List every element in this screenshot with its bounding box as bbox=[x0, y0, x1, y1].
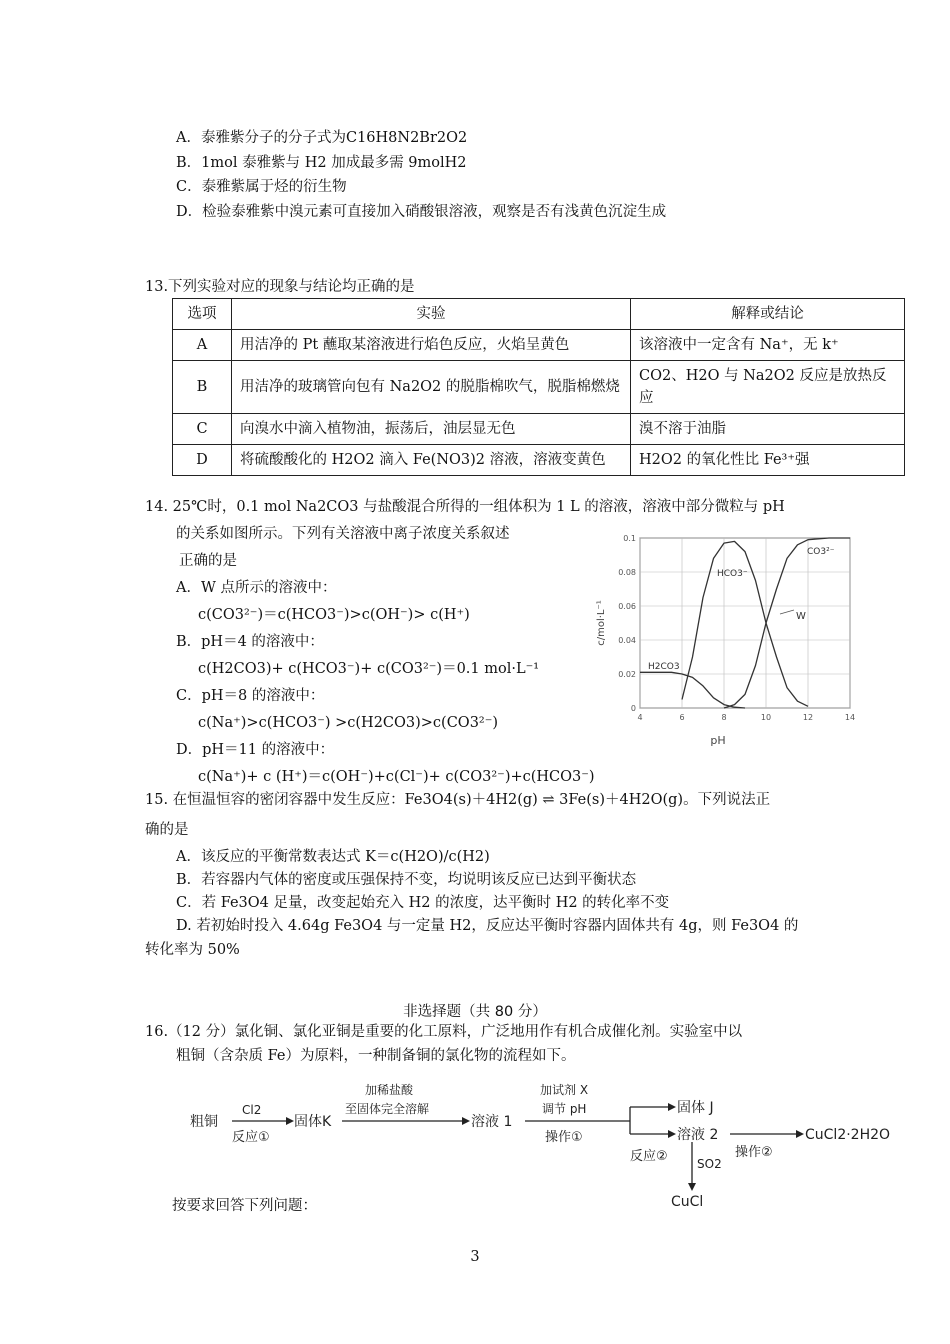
header-option: 选项 bbox=[173, 299, 232, 330]
q14-option-a-expr: c(CO3²⁻)＝c(HCO3⁻)>c(OH⁻)> c(H⁺) bbox=[198, 607, 470, 623]
q15-option-c: C．若 Fe3O4 足量，改变起始充入 H2 的浓度，达平衡时 H2 的转化率不变 bbox=[176, 895, 670, 911]
table-row bbox=[173, 445, 905, 476]
flow-reaction2: 反应② bbox=[630, 1149, 668, 1164]
row-conclusion: 该溶液中一定含有 Na⁺，无 k⁺ bbox=[631, 330, 905, 361]
flow-acid-line2: 至固体完全溶解 bbox=[345, 1102, 430, 1116]
row-experiment: 用洁净的玻璃管向包有 Na2O2 的脱脂棉吹气，脱脂棉燃烧 bbox=[232, 361, 631, 414]
y-tick-label: 0.06 bbox=[618, 602, 636, 611]
header-conclusion: 解释或结论 bbox=[631, 299, 905, 330]
flow-arrowhead bbox=[668, 1130, 676, 1138]
flow-operation2: 操作② bbox=[735, 1145, 773, 1160]
series-label-h2co3: H2CO3 bbox=[648, 662, 680, 672]
q13-table bbox=[172, 298, 905, 476]
header-experiment: 实验 bbox=[232, 299, 631, 330]
q14-option-d-expr: c(Na⁺)+ c (H⁺)＝c(OH⁻)+c(Cl⁻)+ c(CO3²⁻)+c(HCO3⁻) bbox=[198, 769, 595, 785]
q15-option-b: B．若容器内气体的密度或压强保持不变，均说明该反应已达到平衡状态 bbox=[176, 872, 637, 888]
q14-option-b: B．pH＝4 的溶液中： bbox=[176, 634, 324, 650]
annotation-w: W bbox=[796, 611, 806, 622]
flow-arrowhead bbox=[462, 1117, 470, 1125]
flow-acid-line1: 加稀盐酸 bbox=[365, 1083, 414, 1097]
x-tick-label: 12 bbox=[802, 713, 814, 722]
row-experiment: 将硫酸酸化的 H2O2 滴入 Fe(NO3)2 溶液，溶液变黄色 bbox=[232, 445, 631, 476]
y-tick-label: 0.02 bbox=[618, 670, 636, 679]
row-experiment: 用洁净的 Pt 蘸取某溶液进行焰色反应，火焰呈黄色 bbox=[232, 330, 631, 361]
x-tick-label: 8 bbox=[721, 713, 727, 722]
flow-cucl: CuCl bbox=[671, 1194, 704, 1210]
y-tick-label: 0 bbox=[630, 704, 636, 713]
row-option: C bbox=[173, 414, 232, 445]
row-conclusion: 溴不溶于油脂 bbox=[631, 414, 905, 445]
flow-arrowhead bbox=[796, 1130, 804, 1138]
q12-option-b: B．1mol 泰雅紫与 H2 加成最多需 9molH2 bbox=[176, 155, 467, 171]
flow-crude-copper: 粗铜 bbox=[190, 1114, 218, 1130]
flow-arrowhead bbox=[688, 1183, 696, 1191]
plot-frame bbox=[640, 538, 850, 708]
q15-option-d-line1: D. 若初始时投入 4.64g Fe3O4 与一定量 H2，反应达平衡时容器内固体共有 4g，则 Fe3O4 的 bbox=[176, 918, 799, 934]
series-line-co3 bbox=[724, 538, 850, 708]
row-experiment: 向溴水中滴入植物油，振荡后，油层显无色 bbox=[232, 414, 631, 445]
row-option: D bbox=[173, 445, 232, 476]
q13-stem: 13.下列实验对应的现象与结论均正确的是 bbox=[145, 279, 415, 295]
q15-option-d-line2: 转化率为 50% bbox=[145, 942, 240, 958]
flow-operation1: 操作① bbox=[545, 1130, 583, 1145]
q16-stem-line1: 16.（12 分）氯化铜、氯化亚铜是重要的化工原料，广泛地用作有机合成催化剂。实验室中以 bbox=[145, 1024, 743, 1040]
table-row bbox=[173, 414, 905, 445]
q12-option-c: C．泰雅紫属于烃的衍生物 bbox=[176, 179, 347, 195]
y-tick-label: 0.04 bbox=[618, 636, 636, 645]
w-pointer bbox=[780, 610, 794, 614]
page-number: 3 bbox=[470, 1249, 480, 1265]
y-tick-label: 0.08 bbox=[618, 568, 636, 577]
x-tick-label: 6 bbox=[679, 713, 685, 722]
row-conclusion: H2O2 的氧化性比 Fe³⁺强 bbox=[631, 445, 905, 476]
q14-option-c: C．pH＝8 的溶液中： bbox=[176, 688, 325, 704]
flow-product: CuCl2·2H2O bbox=[805, 1127, 891, 1143]
y-axis-label: c/mol·L⁻¹ bbox=[596, 600, 607, 646]
series-line-hco3 bbox=[682, 541, 808, 706]
row-option: A bbox=[173, 330, 232, 361]
table-row bbox=[173, 361, 905, 414]
q14-option-c-expr: c(Na⁺)>c(HCO3⁻) >c(H2CO3)>c(CO3²⁻) bbox=[198, 715, 499, 731]
flow-solution2: 溶液 2 bbox=[677, 1127, 719, 1143]
x-tick-label: 4 bbox=[637, 713, 643, 722]
q14-option-a: A．W 点所示的溶液中： bbox=[176, 580, 337, 596]
flow-adjust-ph: 调节 pH bbox=[542, 1102, 587, 1116]
q14-stem-line2: 的关系如图所示。下列有关溶液中离子浓度关系叙述 bbox=[176, 526, 510, 542]
flow-solid-j: 固体 J bbox=[677, 1100, 714, 1116]
row-conclusion: CO2、H2O 与 Na2O2 反应是放热反应 bbox=[631, 361, 905, 414]
q14-option-b-expr: c(H2CO3)+ c(HCO3⁻)+ c(CO3²⁻)＝0.1 mol·L⁻¹ bbox=[198, 661, 540, 677]
concentration-ph-chart bbox=[590, 528, 870, 750]
series-label-co3: CO3²⁻ bbox=[807, 547, 835, 557]
row-option: B bbox=[173, 361, 232, 414]
series-label-hco3: HCO3⁻ bbox=[717, 569, 748, 579]
q12-option-a: A．泰雅紫分子的分子式为C16H8N2Br2O2 bbox=[176, 130, 468, 146]
flow-solution1: 溶液 1 bbox=[471, 1114, 513, 1130]
q15-option-a: A．该反应的平衡常数表达式 K＝c(H2O)/c(H2) bbox=[176, 849, 490, 865]
q15-stem-line1: 15. 在恒温恒容的密闭容器中发生反应：Fe3O4(s)＋4H2(g) ⇌ 3Fe(s)＋4H2O(g)。下列说法正 bbox=[145, 792, 771, 808]
q14-stem-line3: 正确的是 bbox=[179, 553, 237, 569]
flow-arrowhead bbox=[668, 1103, 676, 1111]
flow-reagent-x: 加试剂 X bbox=[540, 1083, 589, 1097]
x-tick-label: 14 bbox=[844, 713, 856, 722]
flow-arrowhead bbox=[286, 1117, 294, 1125]
table-row bbox=[173, 330, 905, 361]
q15-stem-line2: 确的是 bbox=[145, 822, 189, 838]
q16-prompt: 按要求回答下列问题： bbox=[172, 1198, 317, 1214]
y-tick-label: 0.1 bbox=[623, 534, 636, 543]
x-tick-label: 10 bbox=[760, 713, 772, 722]
flow-so2: SO2 bbox=[697, 1157, 722, 1171]
series-line-h2co3 bbox=[640, 672, 745, 708]
x-axis-label: pH bbox=[710, 734, 726, 747]
q16-stem-line2: 粗铜（含杂质 Fe）为原料，一种制备铜的氯化物的流程如下。 bbox=[176, 1048, 576, 1064]
flow-reaction1: 反应① bbox=[232, 1130, 270, 1145]
table-header-row bbox=[173, 299, 905, 330]
flow-solid-k: 固体K bbox=[294, 1114, 332, 1130]
q14-stem-line1: 14. 25℃时，0.1 mol Na2CO3 与盐酸混合所得的一组体积为 1 L 的溶液，溶液中部分微粒与 pH bbox=[145, 499, 785, 515]
q12-option-d: D．检验泰雅紫中溴元素可直接加入硝酸银溶液，观察是否有浅黄色沉淀生成 bbox=[176, 204, 667, 220]
section-title: 非选择题（共 80 分） bbox=[403, 1004, 547, 1020]
flow-cl2: Cl2 bbox=[242, 1103, 262, 1117]
q14-option-d: D．pH＝11 的溶液中： bbox=[176, 742, 335, 758]
